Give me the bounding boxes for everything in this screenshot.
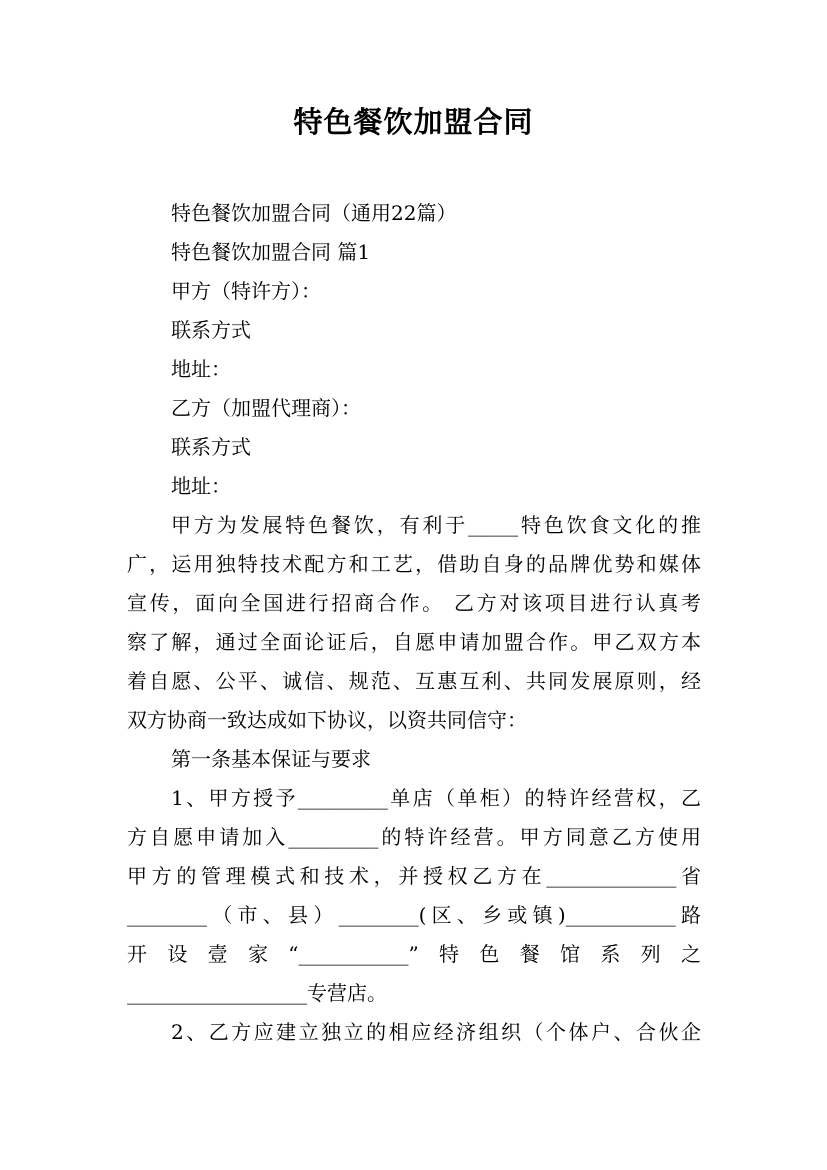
clause-line: 1、甲方授予_________单店（单柜）的特许经营权，乙 <box>171 786 701 810</box>
clause-line: 开设壹家“___________”特色餐馆系列之 <box>127 942 701 966</box>
document-body <box>127 194 701 1052</box>
paragraph-line: 宣传，面向全国进行招商合作。 乙方对该项目进行认真考 <box>127 591 701 615</box>
clause-2 <box>127 1013 701 1052</box>
party-b-address: 地址： <box>171 474 231 498</box>
clause-1 <box>127 779 701 1013</box>
paragraph-line: 双方协商一致达成如下协议，以资共同信守： <box>127 708 527 732</box>
party-b-label: 乙方（加盟代理商）： <box>171 396 361 420</box>
section-heading: 特色餐饮加盟合同 篇1 <box>171 240 371 264</box>
clause-line: 甲方的管理模式和技术，并授权乙方在_____________省 <box>127 864 701 888</box>
document-title: 特色餐饮加盟合同 <box>293 105 534 139</box>
paragraph-line: 察了解，通过全面论证后，自愿申请加盟合作。甲乙双方本 <box>127 630 701 654</box>
preamble-paragraph <box>127 506 701 740</box>
clause-line: __________________专营店。 <box>127 981 387 1005</box>
clause-line: 方自愿申请加入_________的特许经营。甲方同意乙方使用 <box>127 825 701 849</box>
party-b-contact: 联系方式 <box>171 435 251 459</box>
party-a-label: 甲方（特许方）： <box>171 279 321 303</box>
clause-line: ________（市、县）________(区、乡或镇)___________路 <box>127 903 701 927</box>
clause-line: 2、乙方应建立独立的相应经济组织（个体户、合伙企 <box>171 1020 701 1044</box>
paragraph-line: 广，运用独特技术配方和工艺，借助自身的品牌优势和媒体 <box>127 552 701 576</box>
paragraph-line: 甲方为发展特色餐饮，有利于_____特色饮食文化的推 <box>171 513 701 537</box>
article-heading: 第一条基本保证与要求 <box>171 747 371 771</box>
paragraph-line: 着自愿、公平、诚信、规范、互惠互利、共同发展原则，经 <box>127 669 701 693</box>
party-a-address: 地址： <box>171 357 231 381</box>
subtitle-line: 特色餐饮加盟合同（通用22篇） <box>171 201 457 225</box>
party-a-contact: 联系方式 <box>171 318 251 342</box>
